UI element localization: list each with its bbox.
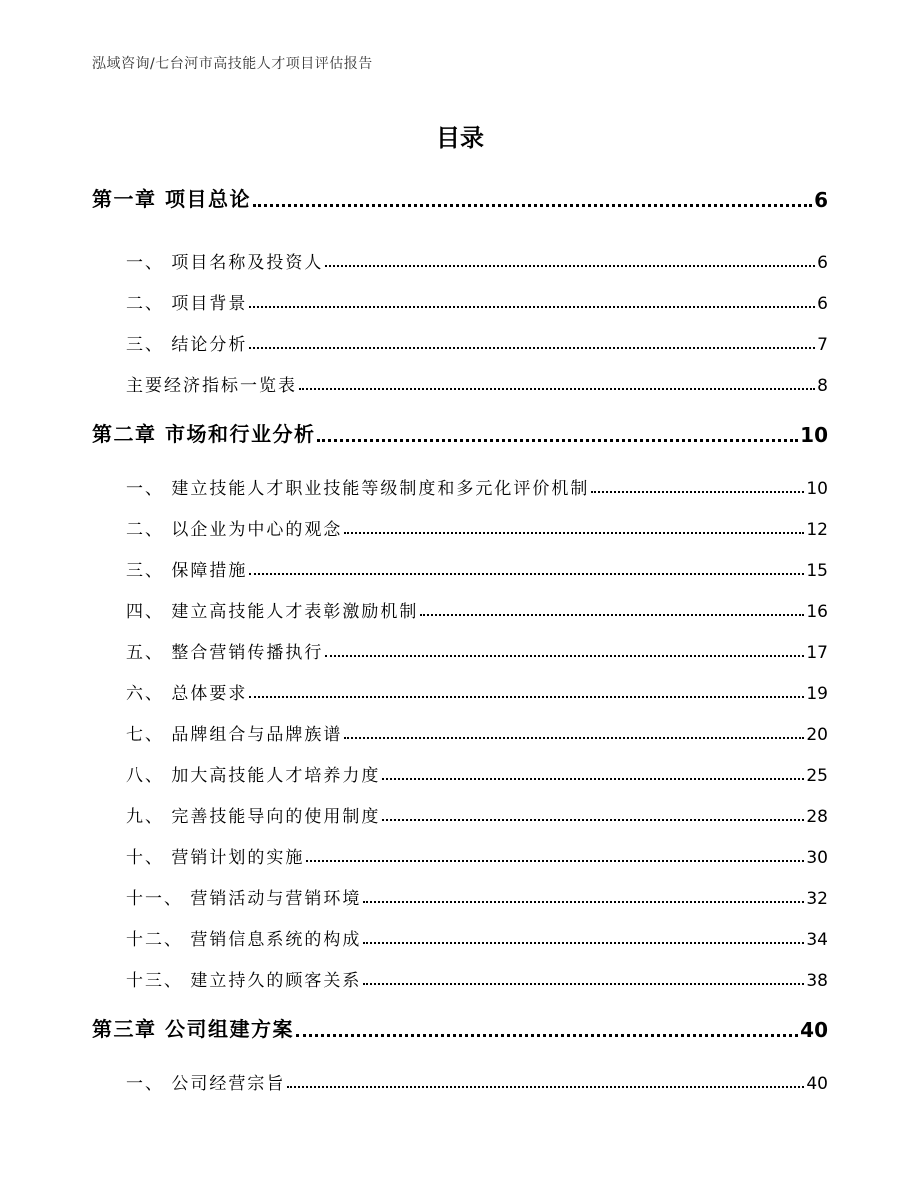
toc-entry-label: 五、 整合营销传播执行 [126, 643, 324, 663]
toc-entry-label: 十二、 营销信息系统的构成 [126, 930, 362, 950]
toc-chapter-entry[interactable] [92, 1012, 828, 1042]
toc-entry-label: 二、 以企业为中心的观念 [126, 520, 343, 540]
toc-entry-label: 二、 项目背景 [126, 294, 248, 314]
toc-page-number: 40 [806, 1074, 828, 1094]
toc-page-number: 6 [817, 253, 828, 273]
toc-section-entry[interactable] [126, 284, 828, 314]
toc-page-number: 15 [806, 561, 828, 581]
toc-dot-leader [382, 819, 804, 821]
toc-dot-leader [363, 942, 804, 944]
toc-dot-leader [420, 614, 804, 616]
toc-entry-label: 三、 结论分析 [126, 335, 248, 355]
toc-page-number: 40 [800, 1018, 828, 1042]
toc-section-entry[interactable] [126, 674, 828, 704]
toc-page-number: 16 [806, 602, 828, 622]
toc-page-number: 20 [806, 725, 828, 745]
toc-dot-leader [325, 655, 804, 657]
toc-page-number: 17 [806, 643, 828, 663]
toc-dot-leader [249, 696, 804, 698]
toc-page-number: 34 [806, 930, 828, 950]
toc-section-entry[interactable] [126, 920, 828, 950]
toc-entry-label: 十一、 营销活动与营销环境 [126, 889, 362, 909]
toc-dot-leader [344, 737, 804, 739]
toc-dot-leader [249, 347, 815, 349]
toc-entry-label: 第三章 公司组建方案 [92, 1017, 294, 1041]
toc-section-entry[interactable] [126, 879, 828, 909]
toc-dot-leader [299, 388, 815, 390]
toc-page-number: 32 [806, 889, 828, 909]
toc-dot-leader [382, 778, 804, 780]
toc-page-number: 38 [806, 971, 828, 991]
toc-dot-leader [249, 573, 804, 575]
toc-dot-leader [296, 1034, 798, 1037]
toc-entry-label: 一、 公司经营宗旨 [126, 1074, 286, 1094]
toc-entry-label: 六、 总体要求 [126, 684, 248, 704]
toc-section-entry[interactable] [126, 797, 828, 827]
toc-page-number: 19 [806, 684, 828, 704]
toc-section-entry[interactable] [126, 510, 828, 540]
toc-entry-label: 三、 保障措施 [126, 561, 248, 581]
toc-entry-label: 十、 营销计划的实施 [126, 848, 305, 868]
toc-section-entry[interactable] [126, 243, 828, 273]
toc-section-entry[interactable] [126, 715, 828, 745]
toc-dot-leader [287, 1086, 804, 1088]
toc-section-entry[interactable] [126, 469, 828, 499]
toc-section-entry[interactable] [126, 325, 828, 355]
toc-entry-label: 八、 加大高技能人才培养力度 [126, 766, 381, 786]
toc-entry-label: 一、 项目名称及投资人 [126, 253, 324, 273]
toc-section-entry[interactable] [126, 1064, 828, 1094]
toc-entry-label: 一、 建立技能人才职业技能等级制度和多元化评价机制 [126, 479, 590, 499]
toc-entry-label: 七、 品牌组合与品牌族谱 [126, 725, 343, 745]
toc-page-number: 25 [806, 766, 828, 786]
toc-page-number: 28 [806, 807, 828, 827]
toc-section-entry[interactable] [126, 961, 828, 991]
toc-chapter-entry[interactable] [92, 182, 828, 212]
toc-page-number: 12 [806, 520, 828, 540]
toc-dot-leader [344, 532, 804, 534]
toc-section-entry[interactable] [126, 366, 828, 396]
toc-section-entry[interactable] [126, 838, 828, 868]
toc-page-number: 8 [817, 376, 828, 396]
toc-entry-label: 四、 建立高技能人才表彰激励机制 [126, 602, 419, 622]
toc-page-number: 10 [800, 423, 828, 447]
toc-page-number: 30 [806, 848, 828, 868]
toc-section-entry[interactable] [126, 592, 828, 622]
toc-page-number: 6 [814, 188, 828, 212]
toc-dot-leader [253, 204, 812, 207]
toc-section-entry[interactable] [126, 756, 828, 786]
toc-page-number: 7 [817, 335, 828, 355]
toc-entry-label: 第二章 市场和行业分析 [92, 422, 316, 446]
toc-title: 目录 [436, 124, 484, 152]
toc-chapter-entry[interactable] [92, 417, 828, 447]
toc-dot-leader [363, 901, 804, 903]
toc-page-number: 6 [817, 294, 828, 314]
toc-dot-leader [591, 491, 804, 493]
toc-entry-label: 九、 完善技能导向的使用制度 [126, 807, 381, 827]
toc-section-entry[interactable] [126, 633, 828, 663]
toc-page-number: 10 [806, 479, 828, 499]
toc-dot-leader [249, 306, 815, 308]
toc-dot-leader [306, 860, 804, 862]
toc-dot-leader [317, 439, 798, 442]
toc-entry-label: 十三、 建立持久的顾客关系 [126, 971, 362, 991]
toc-entry-label: 第一章 项目总论 [92, 187, 251, 211]
toc-entry-label: 主要经济指标一览表 [126, 376, 297, 396]
toc-dot-leader [325, 265, 815, 267]
toc-section-entry[interactable] [126, 551, 828, 581]
page-header: 泓域咨询/七台河市高技能人才项目评估报告 [92, 56, 373, 72]
toc-dot-leader [363, 983, 804, 985]
